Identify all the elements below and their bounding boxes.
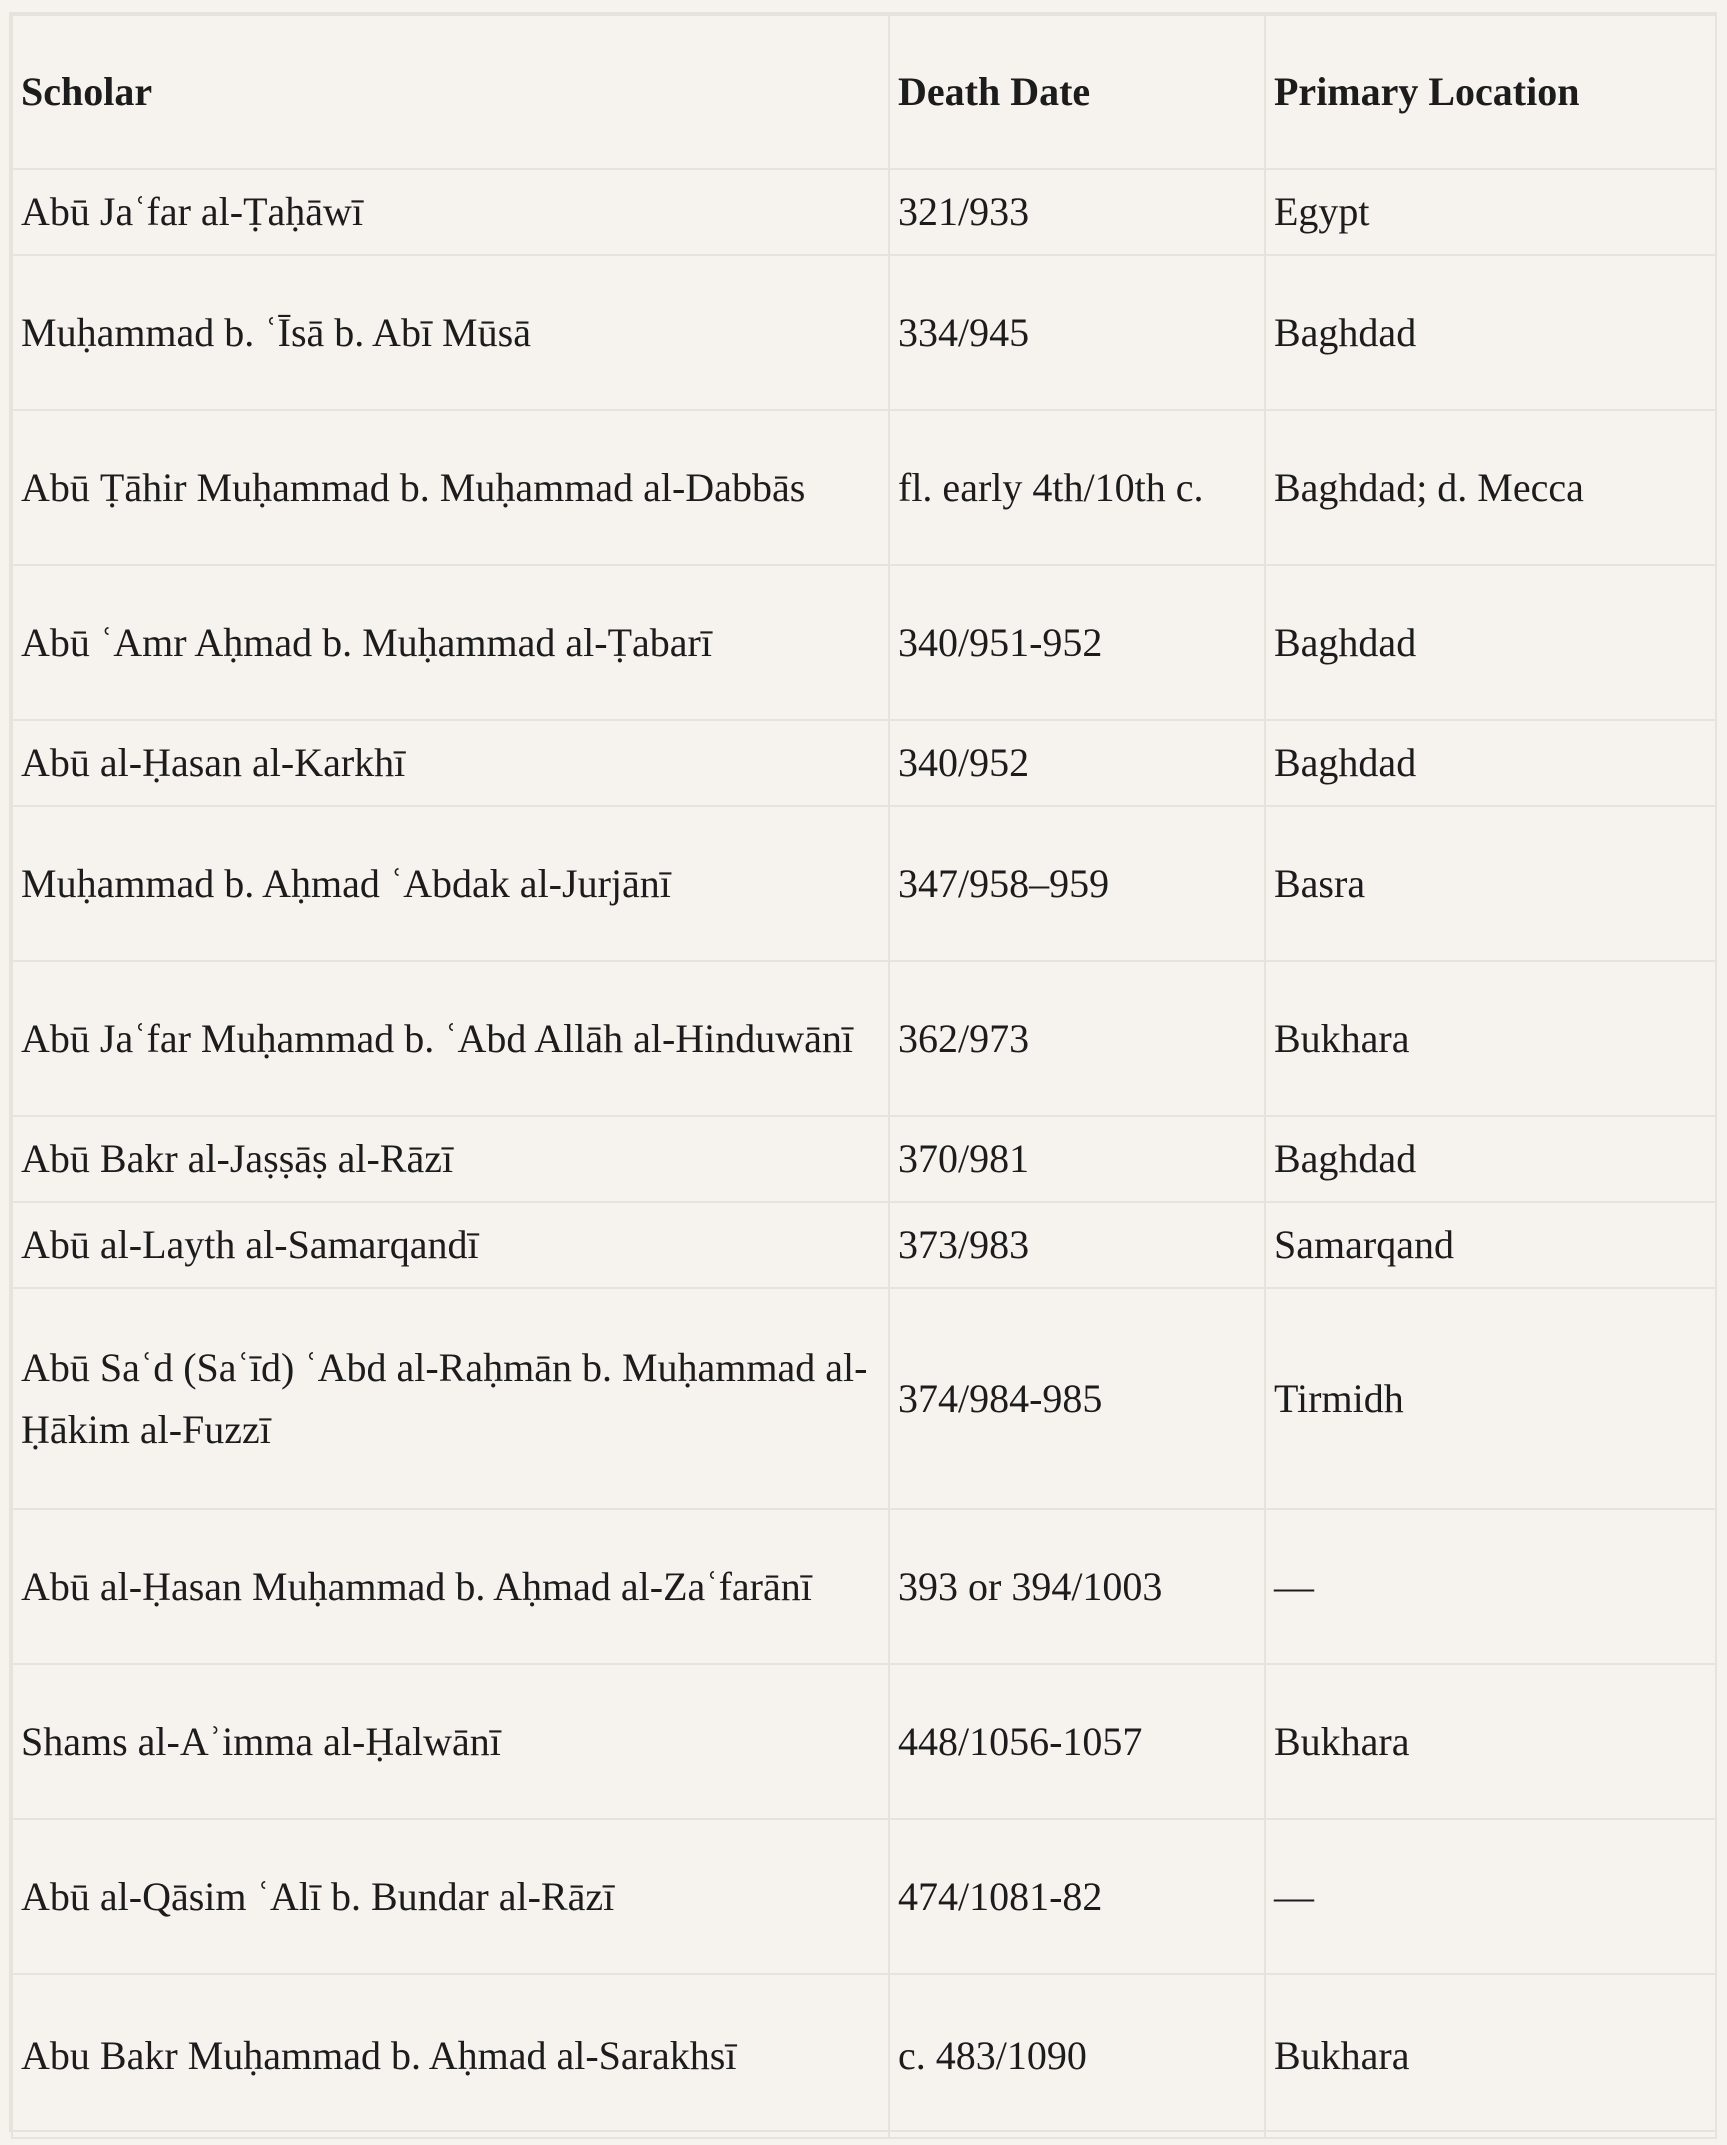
cell-location: Baghdad; d. Mecca	[1265, 410, 1716, 565]
cell-location: Egypt	[1265, 169, 1716, 255]
cell-scholar: Abū al-Ḥasan al-Karkhī	[12, 720, 889, 806]
cell-death-date: c. 483/1090	[889, 1974, 1265, 2138]
table-row	[12, 1202, 1716, 1288]
cell-location: Baghdad	[1265, 720, 1716, 806]
cell-scholar: Abū Saʿd (Saʿīd) ʿAbd al-Raḥmān b. Muḥammad al-Ḥākim al-Fuzzī	[12, 1288, 889, 1509]
cell-death-date: 393 or 394/1003	[889, 1509, 1265, 1664]
cell-death-date: 340/952	[889, 720, 1265, 806]
cell-location: Baghdad	[1265, 565, 1716, 720]
table-row	[12, 169, 1716, 255]
table-header-row	[12, 15, 1716, 169]
cell-death-date: 340/951-952	[889, 565, 1265, 720]
table-row	[12, 565, 1716, 720]
cell-scholar: Abū Jaʿfar al-Ṭaḥāwī	[12, 169, 889, 255]
table-row	[12, 720, 1716, 806]
cell-death-date: 362/973	[889, 961, 1265, 1116]
cell-scholar: Abū Jaʿfar Muḥammad b. ʿAbd Allāh al-Hinduwānī	[12, 961, 889, 1116]
cell-death-date: 334/945	[889, 255, 1265, 410]
table-row	[12, 255, 1716, 410]
cell-death-date: 373/983	[889, 1202, 1265, 1288]
cell-death-date: 374/984-985	[889, 1288, 1265, 1509]
header-scholar: Scholar	[12, 15, 889, 169]
cell-location: Basra	[1265, 806, 1716, 961]
cell-death-date: 347/958–959	[889, 806, 1265, 961]
cell-location: Baghdad	[1265, 255, 1716, 410]
header-death-date: Death Date	[889, 15, 1265, 169]
cell-death-date: 321/933	[889, 169, 1265, 255]
scholars-table-container	[9, 12, 1717, 2132]
header-primary-location: Primary Location	[1265, 15, 1716, 169]
cell-location: —	[1265, 1819, 1716, 1974]
cell-location: Bukhara	[1265, 1974, 1716, 2138]
cell-death-date: 448/1056-1057	[889, 1664, 1265, 1819]
cell-location: Baghdad	[1265, 1116, 1716, 1202]
cell-location: Samarqand	[1265, 1202, 1716, 1288]
table-row	[12, 1288, 1716, 1509]
cell-scholar: Abū al-Ḥasan Muḥammad b. Aḥmad al-Zaʿfarānī	[12, 1509, 889, 1664]
table-row	[12, 410, 1716, 565]
cell-scholar: Abū al-Qāsim ʿAlī b. Bundar al-Rāzī	[12, 1819, 889, 1974]
cell-location: Bukhara	[1265, 1664, 1716, 1819]
cell-scholar: Abu Bakr Muḥammad b. Aḥmad al-Sarakhsī	[12, 1974, 889, 2138]
cell-scholar: Muḥammad b. ʿĪsā b. Abī Mūsā	[12, 255, 889, 410]
cell-death-date: fl. early 4th/10th c.	[889, 410, 1265, 565]
cell-scholar: Abū Ṭāhir Muḥammad b. Muḥammad al-Dabbās	[12, 410, 889, 565]
table-row	[12, 1974, 1716, 2138]
cell-scholar: Muḥammad b. Aḥmad ʿAbdak al-Jurjānī	[12, 806, 889, 961]
cell-location: Bukhara	[1265, 961, 1716, 1116]
table-row	[12, 961, 1716, 1116]
cell-scholar: Abū Bakr al-Jaṣṣāṣ al-Rāzī	[12, 1116, 889, 1202]
table-row	[12, 1819, 1716, 1974]
scholars-table	[11, 14, 1717, 2139]
cell-death-date: 474/1081-82	[889, 1819, 1265, 1974]
cell-location: Tirmidh	[1265, 1288, 1716, 1509]
cell-scholar: Abū al-Layth al-Samarqandī	[12, 1202, 889, 1288]
cell-scholar: Abū ʿAmr Aḥmad b. Muḥammad al-Ṭabarī	[12, 565, 889, 720]
table-row	[12, 1509, 1716, 1664]
cell-location: —	[1265, 1509, 1716, 1664]
table-row	[12, 806, 1716, 961]
table-row	[12, 1116, 1716, 1202]
cell-death-date: 370/981	[889, 1116, 1265, 1202]
table-row	[12, 1664, 1716, 1819]
cell-scholar: Shams al-Aʾimma al-Ḥalwānī	[12, 1664, 889, 1819]
